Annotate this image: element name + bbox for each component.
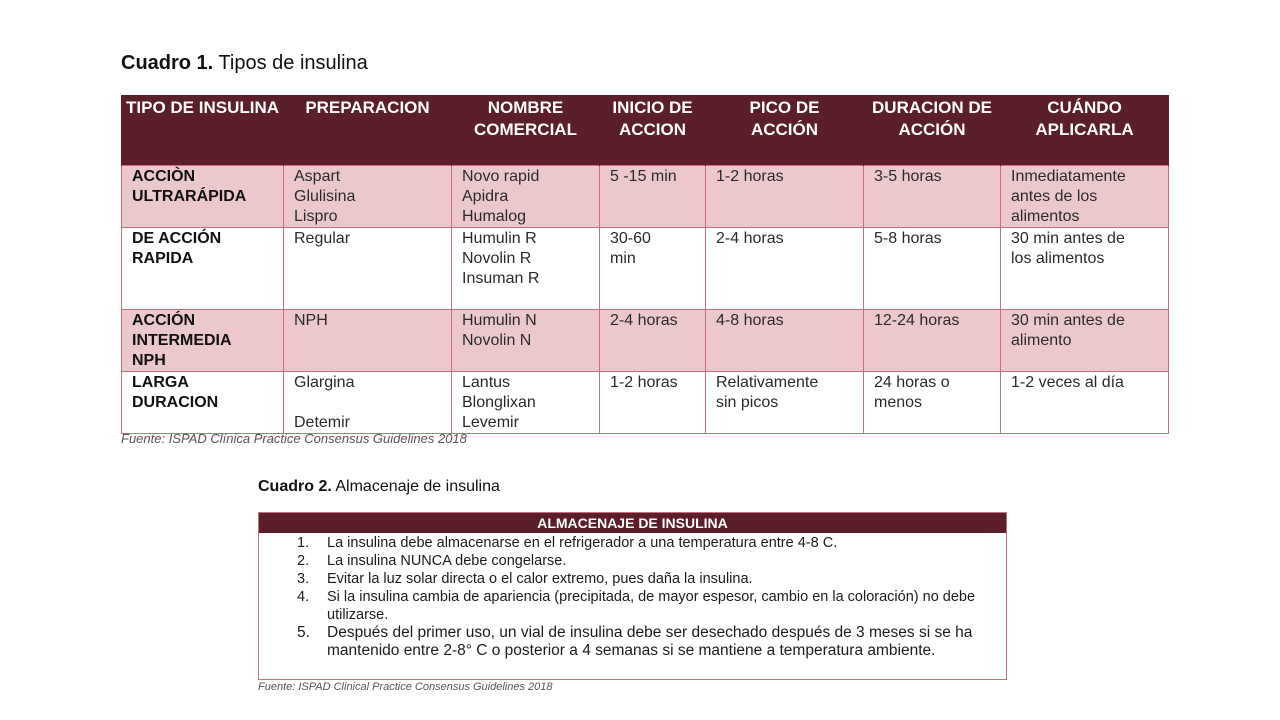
list-number: 1. [297, 535, 310, 551]
list-text: La insulina debe almacenarse en el refrigerador a una temperatura entre 4-8 C. [327, 535, 838, 551]
cell-line: 4-8 horas [716, 311, 784, 329]
table-row [122, 371, 1169, 433]
header-tipo: TIPO DE INSULINA [122, 95, 284, 165]
header-preparacion: PREPARACION [284, 95, 452, 165]
list-text: Evitar la luz solar directa o el calor extremo, pues daña la insulina. [327, 571, 753, 587]
list-text: La insulina NUNCA debe congelarse. [327, 553, 567, 569]
header-inicio: INICIO DE ACCION [600, 95, 706, 165]
cell-line: Aspart [294, 167, 341, 185]
cuadro1-label: Cuadro 1. [121, 52, 214, 74]
cell-line: 5-8 horas [874, 229, 942, 247]
table-row [122, 165, 1169, 227]
cell-line: 30 min antes de [1011, 311, 1125, 329]
cell-line: menos [874, 393, 923, 411]
cell-line: 2-4 horas [610, 311, 678, 329]
header-nombre: NOMBRE COMERCIAL [452, 95, 600, 165]
cell-pico [706, 309, 864, 371]
list-text: Si la insulina cambia de apariencia (precipitada, de mayor espesor, cambio en la coloración) no debe utilizarse. [327, 589, 976, 623]
cell-line: Blonglixan [462, 393, 536, 411]
storage-header: ALMACENAJE DE INSULINA [259, 513, 1006, 533]
cell-line: DURACION [132, 393, 219, 411]
cell-tipo [122, 309, 284, 371]
cell-line: Humulin N [462, 311, 537, 329]
cell-line: INTERMEDIA [132, 331, 232, 349]
cell-duracion [864, 371, 1001, 433]
cuadro1-title-text: Tipos de insulina [218, 52, 368, 74]
header-duracion: DURACION DE ACCIÓN [864, 95, 1001, 165]
cell-line: LARGA [132, 373, 189, 391]
cell-line: Glulisina [294, 187, 356, 205]
cell-line: Inmediatamente [1011, 167, 1126, 185]
cell-line: Glargina [294, 373, 355, 391]
cell-line: alimentos [1011, 207, 1080, 225]
cell-line: los alimentos [1011, 249, 1105, 267]
cell-line: 24 horas o [874, 373, 950, 391]
cuadro2-source: Fuente: ISPAD Clinical Practice Consensus Guidelines 2018 [258, 681, 553, 693]
list-number: 4. [297, 589, 310, 605]
cell-tipo [122, 227, 284, 309]
cell-line: 2-4 horas [716, 229, 784, 247]
header-cuando: CUÁNDO APLICARLA [1001, 95, 1169, 165]
cell-line: RAPIDA [132, 249, 194, 267]
list-item [259, 534, 1006, 552]
cell-line: NPH [294, 311, 328, 329]
cell-preparacion [284, 371, 452, 433]
cell-line: Novolin N [462, 331, 532, 349]
list-item [259, 588, 1006, 624]
cell-line: Novolin R [462, 249, 532, 267]
list-item [259, 552, 1006, 570]
insulin-types-table [121, 95, 1169, 434]
cell-cuando [1001, 371, 1169, 433]
cell-line: Insuman R [462, 269, 540, 287]
cell-pico [706, 227, 864, 309]
cuadro2-title [258, 478, 500, 496]
cell-line: 5 -15 min [610, 167, 677, 185]
cell-line: ACCIÓN [132, 311, 196, 329]
list-item [259, 624, 1006, 660]
cell-line: Apidra [462, 187, 509, 205]
table-row [122, 227, 1169, 309]
storage-list [259, 533, 1006, 660]
cell-inicio [600, 165, 706, 227]
cell-line: ULTRARÁPIDA [132, 187, 247, 205]
storage-box [258, 512, 1007, 680]
cell-preparacion [284, 227, 452, 309]
cell-preparacion [284, 309, 452, 371]
cell-pico [706, 371, 864, 433]
cell-inicio [600, 227, 706, 309]
cell-line: NPH [132, 351, 166, 369]
cell-cuando [1001, 227, 1169, 309]
cell-inicio [600, 371, 706, 433]
cell-inicio [600, 309, 706, 371]
cell-line: sin picos [716, 393, 779, 411]
cell-line: 1-2 horas [716, 167, 784, 185]
table-row [122, 309, 1169, 371]
cell-pico [706, 165, 864, 227]
cuadro2-title-text: Almacenaje de insulina [335, 478, 500, 495]
cell-nombre [452, 165, 600, 227]
cell-line: Relativamente [716, 373, 819, 391]
cell-line: 3-5 horas [874, 167, 942, 185]
cell-line: Detemir [294, 413, 351, 431]
cell-line: Levemir [462, 413, 519, 431]
cell-line: Lantus [462, 373, 511, 391]
cell-duracion [864, 227, 1001, 309]
cell-line: alimento [1011, 331, 1072, 349]
cell-nombre [452, 371, 600, 433]
cuadro2-label: Cuadro 2. [258, 478, 332, 495]
list-number: 3. [297, 571, 310, 587]
table-header-row [122, 95, 1169, 165]
cell-line [294, 393, 441, 413]
cell-tipo [122, 371, 284, 433]
cell-line: 30-60 [610, 229, 651, 247]
list-item [259, 570, 1006, 588]
cell-line: 1-2 horas [610, 373, 678, 391]
cell-line: 30 min antes de [1011, 229, 1125, 247]
cell-preparacion [284, 165, 452, 227]
cell-line: Humulin R [462, 229, 537, 247]
cell-line: Regular [294, 229, 351, 247]
cell-duracion [864, 309, 1001, 371]
cell-line: 1-2 veces al día [1011, 373, 1124, 391]
cell-line: Humalog [462, 207, 527, 225]
cell-line: 12-24 horas [874, 311, 960, 329]
list-text: Después del primer uso, un vial de insulina debe ser desechado después de 3 meses si se ha mantenido entre 2-8° C o posterior a 4 semanas si se mantiene a temperatura ambiente. [327, 624, 973, 659]
cell-nombre [452, 227, 600, 309]
cell-line: antes de los [1011, 187, 1098, 205]
cell-line: min [610, 249, 636, 267]
list-number: 2. [297, 553, 310, 569]
list-number: 5. [297, 624, 310, 641]
cell-line: DE ACCIÓN [132, 229, 222, 247]
cell-cuando [1001, 309, 1169, 371]
cell-tipo [122, 165, 284, 227]
cell-line: Novo rapid [462, 167, 540, 185]
cell-cuando [1001, 165, 1169, 227]
header-pico: PICO DE ACCIÓN [706, 95, 864, 165]
cell-line: Lispro [294, 207, 338, 225]
cuadro1-title [121, 52, 368, 75]
cell-nombre [452, 309, 600, 371]
cell-duracion [864, 165, 1001, 227]
cell-line: ACCIÒN [132, 167, 196, 185]
cuadro1-source: Fuente: ISPAD Clínica Practice Consensus Guidelines 2018 [121, 431, 467, 446]
